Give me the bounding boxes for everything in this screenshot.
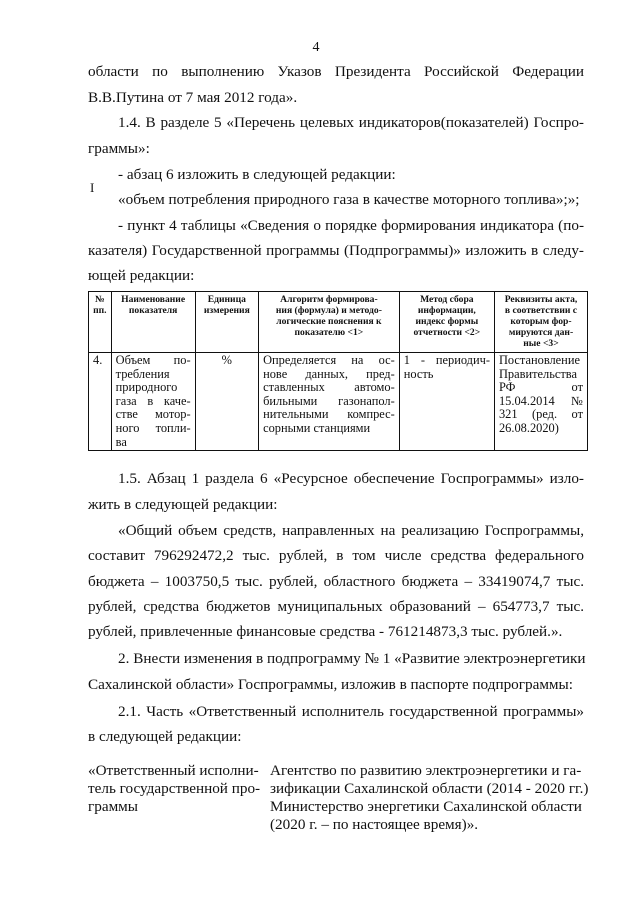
text-line: Сахалинской области» Госпрограммы, изложив в паспорте подпрограммы: xyxy=(88,676,573,693)
text-line: казателя) Государственной программы (Подпрограммы)» изложить в следу- xyxy=(88,242,584,259)
text-line: рублей, средства бюджетов муниципальных образований – 654773,7 тыс. xyxy=(88,598,584,615)
text-line: ющей редакции: xyxy=(88,267,195,284)
text-line: 1.5. Абзац 1 раздела 6 «Ресурсное обеспечение Госпрограммы» изло- xyxy=(118,470,584,487)
cell-unit: % xyxy=(195,353,259,451)
text-line: бюджета – 1003750,5 тыс. рублей, областного бюджета – 33419074,7 тыс. xyxy=(88,573,584,590)
text-line: составит 796292472,2 тыс. рублей, в том числе средства федерального xyxy=(88,547,584,564)
margin-mark: I xyxy=(90,180,95,195)
text-line: В.В.Путина от 7 мая 2012 года». xyxy=(88,89,298,106)
text-line: 1.4. В разделе 5 «Перечень целевых индикаторов(показателей) Госпро- xyxy=(118,114,584,131)
responsible-executor-value: Агентство по развитию электроэнергетики и га- зификации Сахалинской области (2014 - 2020 гг.) Министерство энергетики Сахалинской области (2020 г. – по настоящее время)». xyxy=(270,762,589,833)
text-line: рублей, привлеченные финансовые средства - 761214873,3 тыс. рублей.». xyxy=(88,623,563,640)
table-row xyxy=(89,353,588,451)
header-requisites: Реквизиты акта, в соответствии с которым фор- мируются дан- ные <3> xyxy=(494,292,587,353)
header-unit: Единица измерения xyxy=(195,292,259,353)
text-line: «Общий объем средств, направленных на реализацию Госпрограммы, xyxy=(118,522,584,539)
header-algorithm: Алгоритм формирова- ния (формула) и методо- логические пояснения к показателю <1> xyxy=(259,292,400,353)
cell-requisites: Постановление Правительства РФ от 15.04.2014 № 321 (ред. от 26.08.2020) xyxy=(494,353,587,451)
cell-number: 4. xyxy=(89,353,112,451)
table-header-row xyxy=(89,292,588,353)
header-number: № пп. xyxy=(89,292,112,353)
text-line: в следующей редакции: xyxy=(88,728,242,745)
text-line: 2.1. Часть «Ответственный исполнитель государственной программы» xyxy=(118,703,584,720)
text-line: граммы»: xyxy=(88,140,150,157)
cell-indicator-name: Объем по- требления природного газа в каче- стве мотор- ного топли- ва xyxy=(111,353,195,451)
page-number: 4 xyxy=(312,40,320,55)
cell-algorithm: Определяется на ос- нове данных, пред- ставленных автомо- бильными газонапол- нительными компрес- сорными станциями xyxy=(259,353,400,451)
responsible-executor-label: «Ответственный исполни- тель государственной про- граммы xyxy=(88,762,261,815)
text-line: жить в следующей редакции: xyxy=(88,496,278,513)
text-line: - абзац 6 изложить в следующей редакции: xyxy=(118,166,396,183)
header-indicator-name: Наименование показателя xyxy=(111,292,195,353)
header-method: Метод сбора информации, индекс формы отчетности <2> xyxy=(399,292,494,353)
text-line: «объем потребления природного газа в качестве моторного топлива»;»; xyxy=(118,191,580,208)
cell-method: 1 - периодич- ность xyxy=(399,353,494,451)
text-line: - пункт 4 таблицы «Сведения о порядке формирования индикатора (по- xyxy=(118,217,584,234)
indicator-table xyxy=(88,291,588,451)
text-line: области по выполнению Указов Президента Российской Федерации xyxy=(88,63,584,80)
text-line: 2. Внести изменения в подпрограмму № 1 «Развитие электроэнергетики xyxy=(118,650,586,667)
